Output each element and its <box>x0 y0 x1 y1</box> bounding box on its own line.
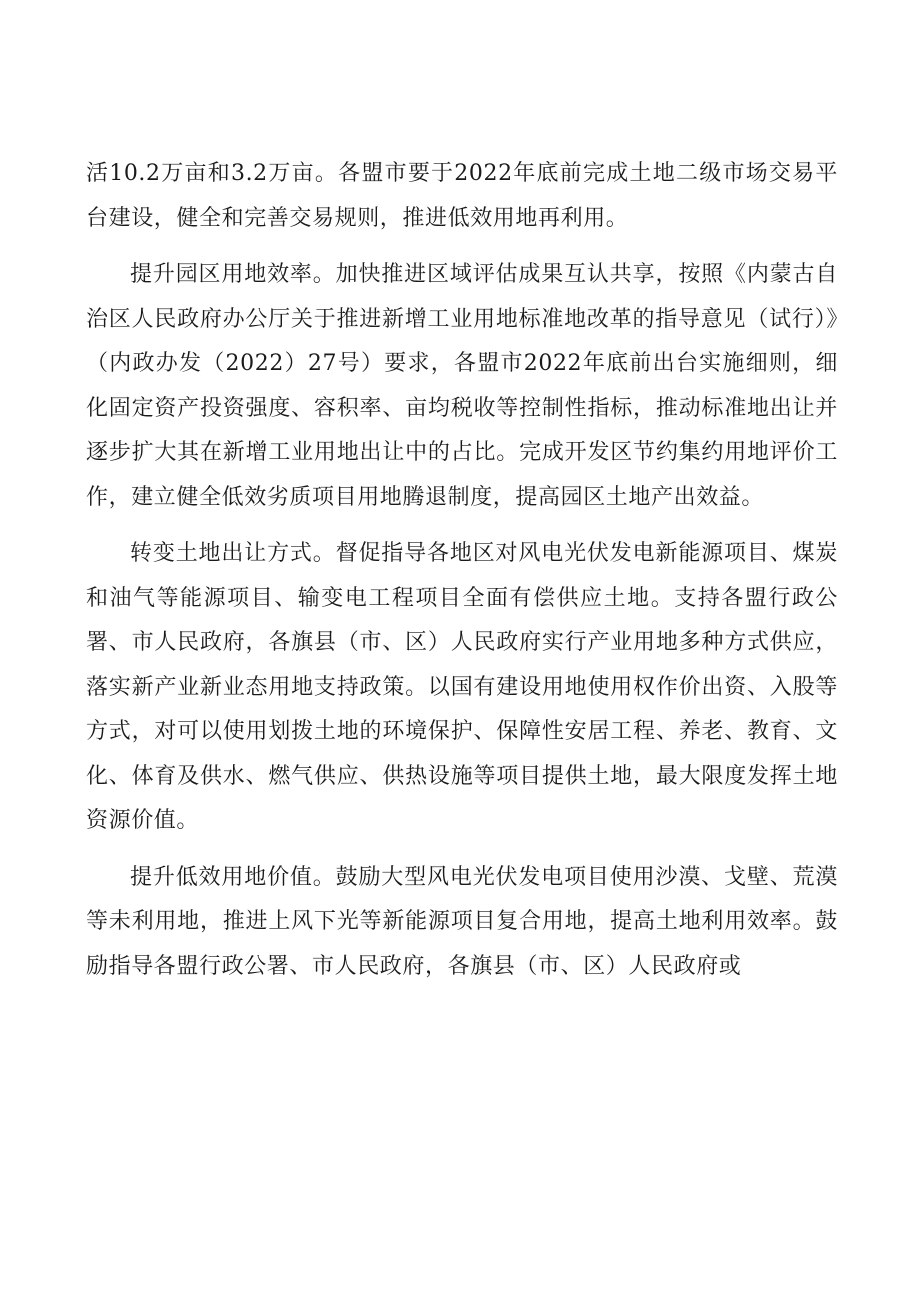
paragraph-low-efficiency-land-value: 提升低效用地价值。鼓励大型风电光伏发电项目使用沙漠、戈壁、荒漠等未利用地，推进上风下光等新能源项目复合用地，提高土地利用效率。鼓励指导各盟行政公署、市人民政府，各旗县（市、区）人民政府或 <box>86 864 838 979</box>
paragraph-land-market: 活10.2万亩和3.2万亩。各盟市要于2022年底前完成土地二级市场交易平台建设，健全和完善交易规则，推进低效用地再利用。 <box>86 161 838 231</box>
document-body <box>86 152 838 1001</box>
paragraph-land-transfer-method: 转变土地出让方式。督促指导各地区对风电光伏发电新能源项目、煤炭和油气等能源项目、输变电工程项目全面有偿供应土地。支持各盟行政公署、市人民政府，各旗县（市、区）人民政府实行产业用地多种方式供应，落实新产业新业态用地支持政策。以国有建设用地使用权作价出资、入股等方式，对可以使用划拨土地的环境保护、保障性安居工程、养老、教育、文化、体育及供水、燃气供应、供热设施等项目提供土地，最大限度发挥土地资源价值。 <box>86 541 838 833</box>
paragraph-park-land-efficiency: 提升园区用地效率。加快推进区域评估成果互认共享，按照《内蒙古自治区人民政府办公厅关于推进新增工业用地标准地改革的指导意见（试行）》（内政办发（2022）27号）要求，各盟市2022年底前出台实施细则，细化固定资产投资强度、容积率、亩均税收等控制性指标，推动标准地出让并逐步扩大其在新增工业用地出让中的占比。完成开发区节约集约用地评价工作，建立健全低效劣质项目用地腾退制度，提高园区土地产出效益。 <box>86 262 838 510</box>
